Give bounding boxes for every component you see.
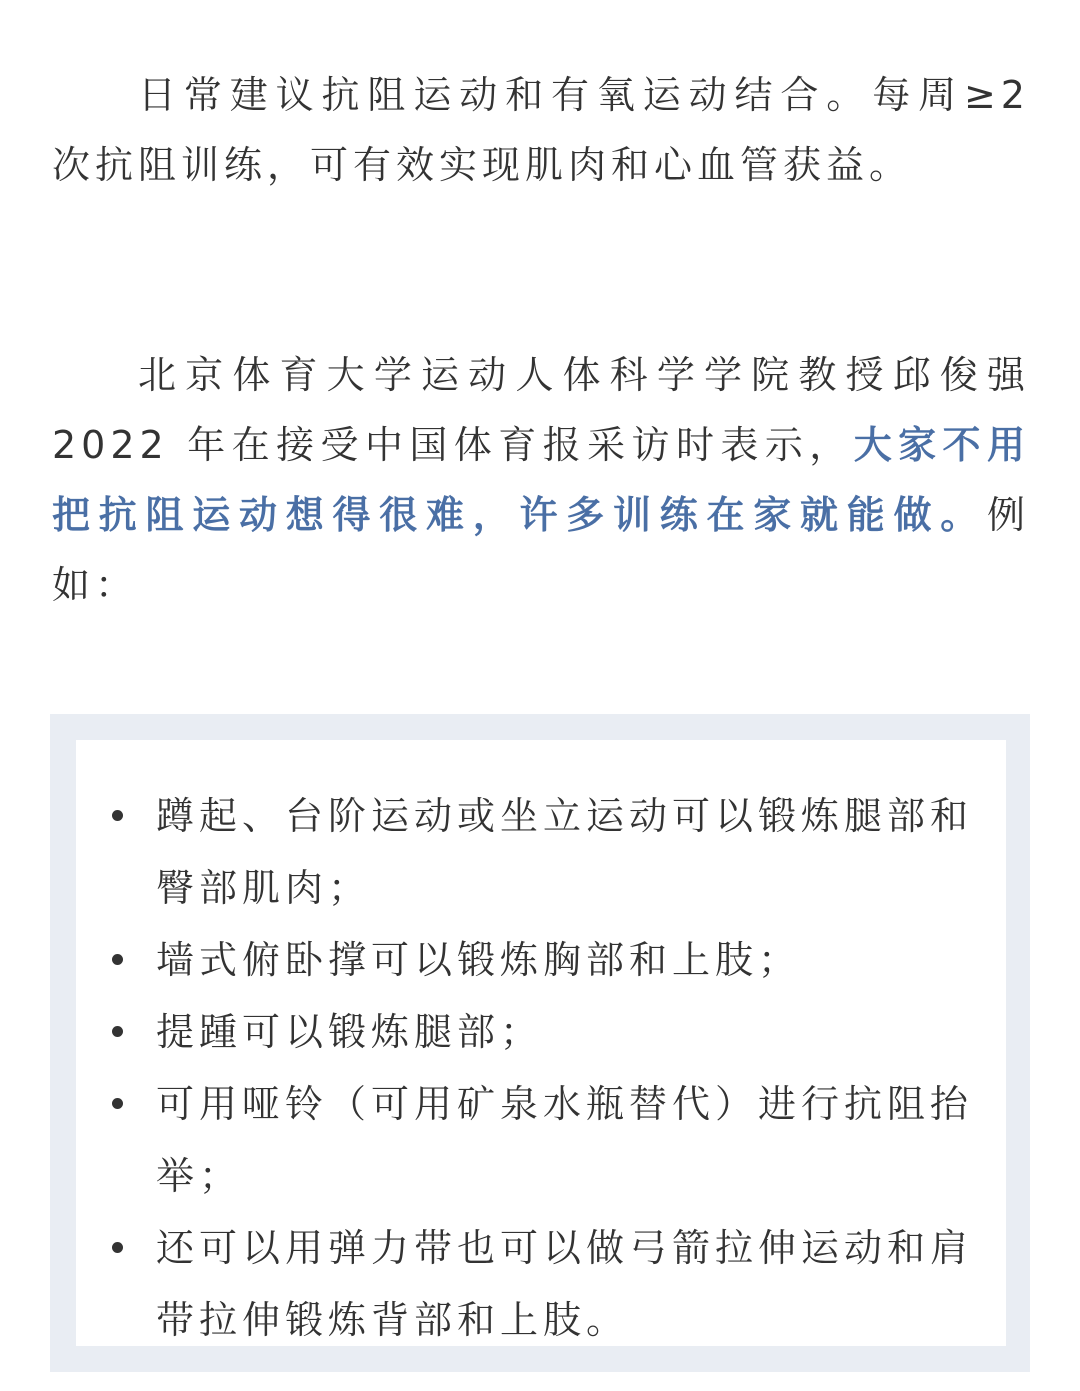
bullet-dot-icon (112, 954, 123, 965)
list-item (76, 1068, 1006, 1212)
expert-quote-plain-text: 北京体育大学运动人体科学学院教授邱俊强2022 年在接受中国体育报采访时表示， (52, 353, 1030, 467)
list-item (76, 924, 1006, 996)
exercise-box-inner (76, 740, 1006, 1346)
list-item-text: 蹲起、台阶运动或坐立运动可以锻炼腿部和臀部肌肉； (156, 794, 974, 910)
list-item (76, 996, 1006, 1068)
exercise-list (76, 780, 1006, 1356)
bullet-dot-icon (112, 1026, 123, 1037)
intro-paragraph: 日常建议抗阻运动和有氧运动结合。每周≥2 次抗阻训练，可有效实现肌肉和心血管获益。 (52, 73, 1030, 187)
exercise-box (50, 714, 1030, 1372)
bullet-dot-icon (112, 1242, 123, 1253)
list-item-text: 墙式俯卧撑可以锻炼胸部和上肢； (156, 938, 802, 982)
list-item-text: 还可以用弹力带也可以做弓箭拉伸运动和肩带拉伸锻炼背部和上肢。 (156, 1226, 974, 1342)
bullet-dot-icon (112, 810, 123, 821)
list-item (76, 780, 1006, 924)
list-item (76, 1212, 1006, 1356)
bullet-dot-icon (112, 1098, 123, 1109)
expert-quote-highlight: 大家不用把抗阻运动想得很难，许多训练在家就能做。 (52, 423, 1030, 537)
list-item-text: 可用哑铃（可用矿泉水瓶替代）进行抗阻抬举； (156, 1082, 974, 1198)
expert-quote-paragraph (52, 340, 1030, 620)
expert-quote-tail: 例如： (52, 493, 1030, 607)
list-item-text: 提踵可以锻炼腿部； (156, 1010, 544, 1054)
